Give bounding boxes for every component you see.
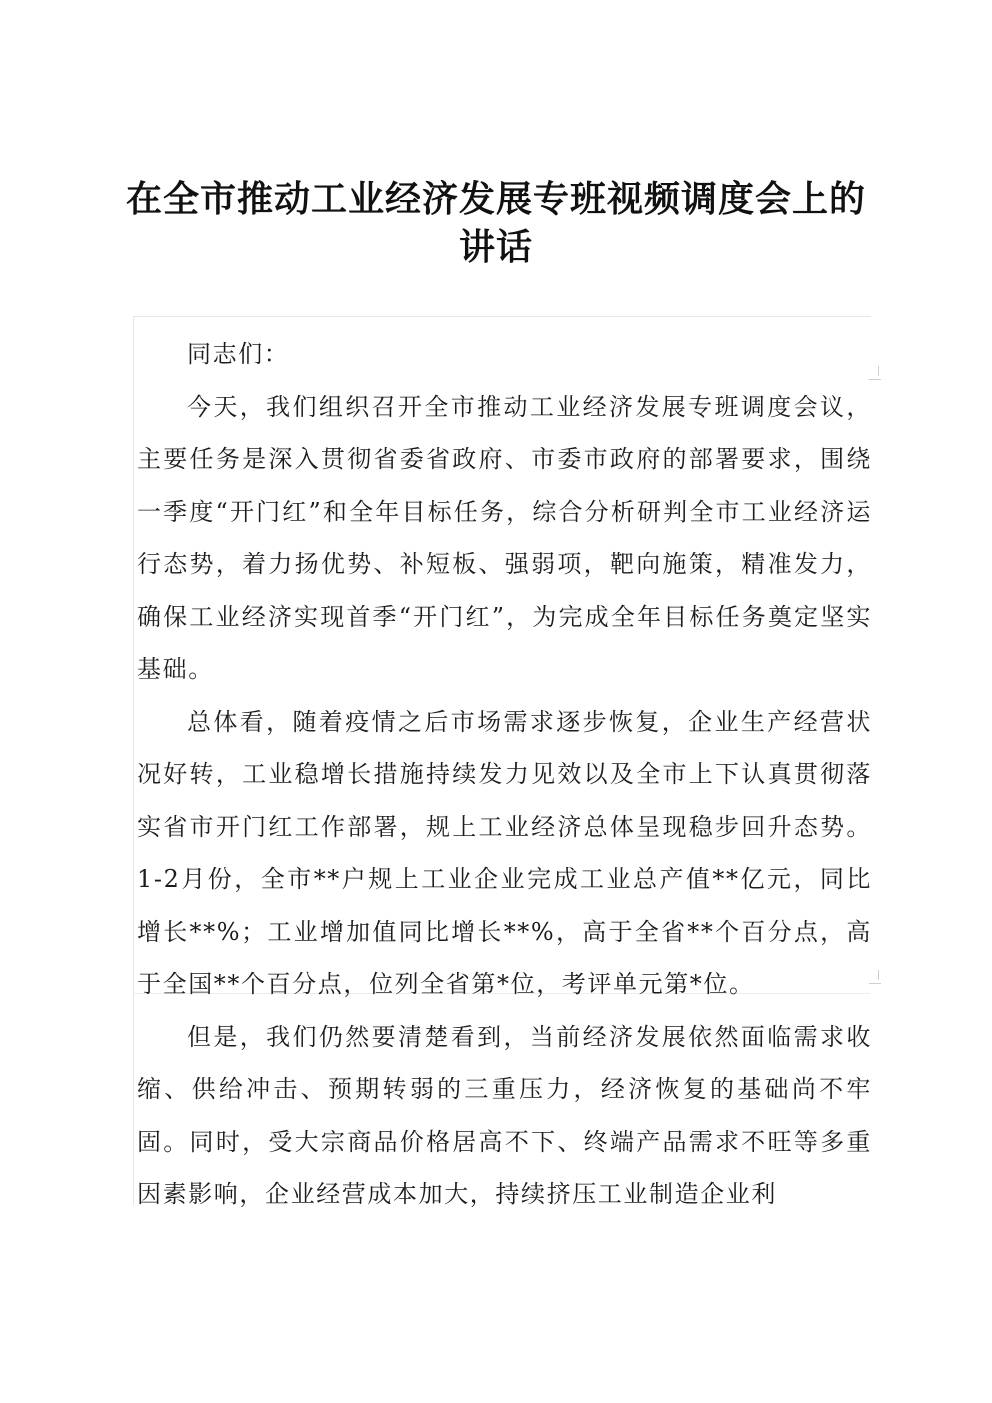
title-line-2: 讲话: [458, 227, 533, 268]
title-line-1: 在全市推动工业经济发展专班视频调度会上的: [125, 179, 866, 220]
margin-mark: [878, 366, 879, 376]
margin-mark: [878, 970, 879, 980]
document-body: [137, 320, 872, 1221]
paragraph-3: 但是，我们仍然要清楚看到，当前经济发展依然面临需求收缩、供给冲击、预期转弱的三重压力，经济恢复的基础尚不牢固。同时，受大宗商品价格居高不下、终端产品需求不旺等多重因素影响，企业经营成本加大，持续挤压工业制造企业利: [137, 1022, 872, 1208]
salutation: 同志们：: [187, 340, 290, 368]
paragraph-1: 今天，我们组织召开全市推动工业经济发展专班调度会议，主要任务是深入贯彻省委省政府、市委市政府的部署要求，围绕一季度“开门红”和全年目标任务，综合分析研判全市工业经济运行态势，着力扬优势、补短板、强弱项，靶向施策，精准发力，确保工业经济实现首季“开门红”，为完成全年目标任务奠定坚实基础。: [137, 392, 872, 683]
document-title: [120, 176, 872, 272]
paragraph-2: 总体看，随着疫情之后市场需求逐步恢复，企业生产经营状况好转，工业稳增长措施持续发力见效以及全市上下认真贯彻落实省市开门红工作部署，规上工业经济总体呈现稳步回升态势。1-2月份，全市**户规上工业企业完成工业总产值**亿元，同比增长**%；工业增加值同比增长**%，高于全省**个百分点，高于全国**个百分点，位列全省第*位，考评单元第*位。: [137, 707, 872, 998]
